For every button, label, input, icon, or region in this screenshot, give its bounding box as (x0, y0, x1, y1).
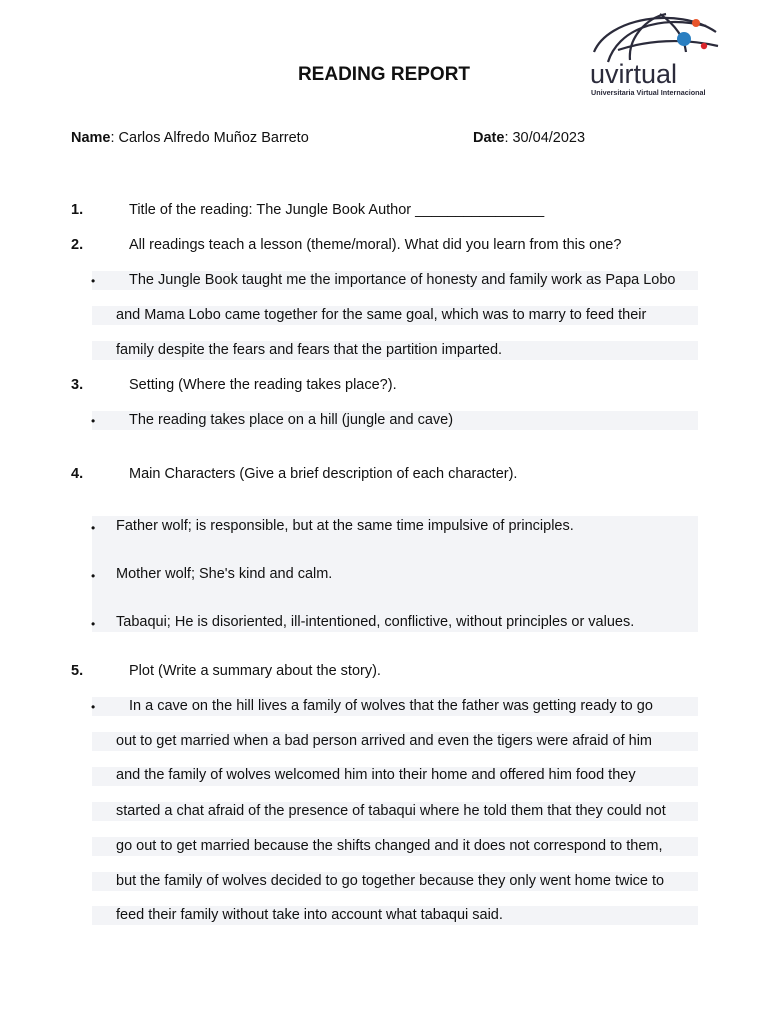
plot-line: but the family of wolves decided to go together because they only went home twice to (116, 873, 665, 889)
bullet-icon: • (91, 569, 96, 583)
setting-line: The reading takes place on a hill (jungle and cave) (129, 412, 454, 428)
bullet-icon: • (91, 274, 96, 288)
blue-dot-icon (677, 32, 691, 46)
bullet-icon: • (91, 414, 96, 428)
uvirtual-logo (588, 10, 733, 100)
plot-line: and the family of wolves welcomed him into their home and offered him food they (116, 767, 636, 783)
logo-tagline: Universitaria Virtual Internacional (591, 88, 706, 97)
character-item: Tabaqui; He is disoriented, ill-intentioned, conflictive, without principles or values. (116, 614, 635, 630)
plot-line: In a cave on the hill lives a family of wolves that the father was getting ready to go (129, 698, 653, 714)
logo-graphic (588, 10, 733, 100)
item-text: All readings teach a lesson (theme/moral). What did you learn from this one? (129, 237, 622, 253)
red-dot-icon (701, 43, 707, 49)
name-value: : Carlos Alfredo Muñoz Barreto (110, 130, 309, 146)
character-item: Father wolf; is responsible, but at the same time impulsive of principles. (116, 518, 574, 534)
character-item: Mother wolf; She's kind and calm. (116, 566, 333, 582)
item-number: 5. (71, 663, 84, 679)
page-title: READING REPORT (297, 64, 471, 85)
item-number: 2. (71, 237, 84, 253)
name-label: Name (71, 130, 111, 146)
bullet-icon: • (91, 521, 96, 535)
item-text: Setting (Where the reading takes place?). (129, 377, 397, 393)
lesson-line: family despite the fears and fears that the partition imparted. (116, 342, 503, 358)
plot-line: feed their family without take into account what tabaqui said. (116, 907, 503, 923)
date-value: : 30/04/2023 (504, 130, 586, 146)
item-number: 3. (71, 377, 84, 393)
plot-line: go out to get married because the shifts changed and it does not correspond to them, (116, 838, 663, 854)
item-text: Plot (Write a summary about the story). (129, 663, 381, 679)
name-line (71, 130, 309, 146)
date-line (473, 130, 585, 146)
orange-dot-icon (692, 19, 700, 27)
plot-line: started a chat afraid of the presence of tabaqui where he told them that they could not (116, 803, 666, 819)
item-number: 1. (71, 202, 84, 218)
logo-wordmark: uvirtual (590, 59, 678, 89)
plot-line: out to get married when a bad person arrived and even the tigers were afraid of him (116, 733, 652, 749)
bullet-icon: • (91, 700, 96, 714)
lesson-line: and Mama Lobo came together for the same goal, which was to marry to feed their (116, 307, 647, 323)
item-number: 4. (71, 466, 84, 482)
item-text: Title of the reading: The Jungle Book Author ________________ (129, 202, 545, 218)
item-text: Main Characters (Give a brief description of each character). (129, 466, 518, 482)
date-label: Date (473, 130, 505, 146)
lesson-line: The Jungle Book taught me the importance of honesty and family work as Papa Lobo (129, 272, 676, 288)
bullet-icon: • (91, 617, 96, 631)
